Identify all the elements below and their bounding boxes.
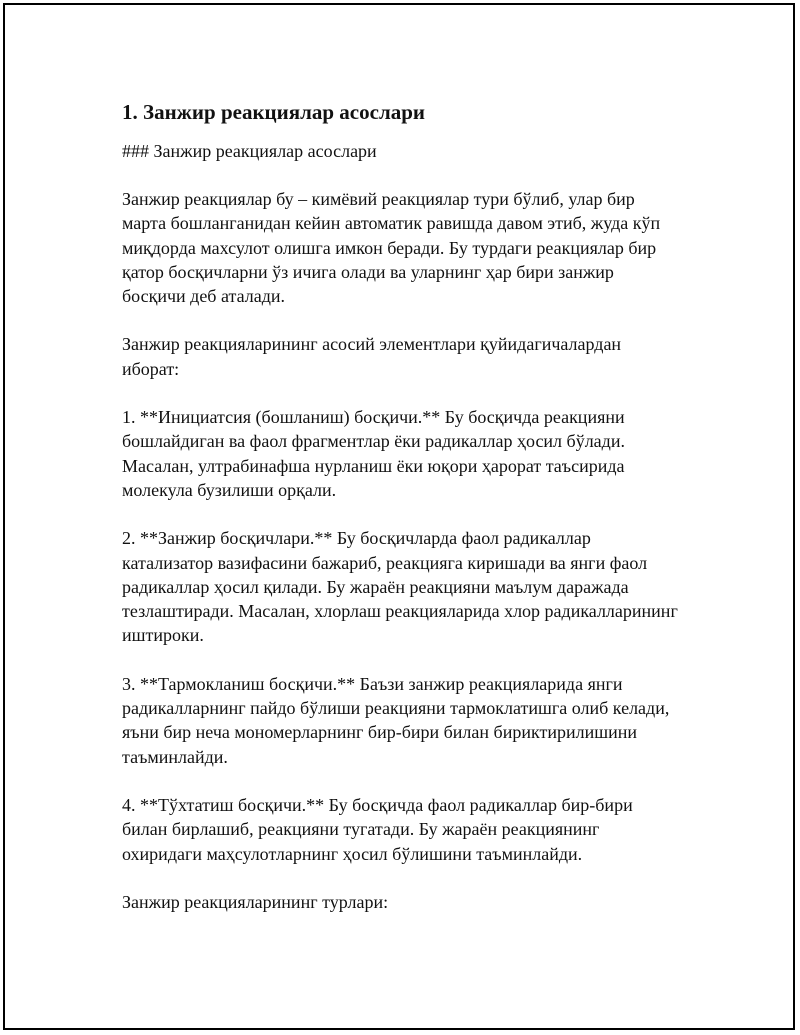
document-body [122,99,722,914]
list-item-initiation: 1. **Инициатсия (бошланиш) босқичи.** Бу босқичда реакцияни бошлайдиган ва фаол фрагментлар ёки радикаллар ҳосил бўлади. Масалан, ултрабинафша нурланиш ёки юқори ҳарорат таъсирида молекула бузилиши орқали. [122,407,625,500]
markdown-subheading: ### Занжир реакциялар асослари [122,141,377,161]
paragraph-elements-intro: Занжир реакцияларининг асосий элементлари қуйидагичалардан иборат: [122,334,622,379]
paragraph-intro: Занжир реакциялар бу – кимёвий реакциялар тури бўлиб, улар бир марта бошланганидан кейин автоматик равишда давом этиб, жуда кўп миқдорда махсулот олишга имкон беради. Бу турдаги реакциялар бир қатор босқичларни ўз ичига олади ва уларнинг ҳар бири занжир босқичи деб аталади. [122,189,661,307]
document-title: 1. Занжир реакциялар асослари [122,100,426,124]
list-item-branching: 3. **Тармокланиш босқичи.** Баъзи занжир реакцияларида янги радикалларнинг пайдо бўлиши реакцияни тармоклатишга олиб келади, яъни бир неча мономерларнинг бир-бири билан бириктирилишини таъминлайди. [122,673,670,767]
paragraph-types-heading: Занжир реакцияларининг турлари: [122,891,389,912]
document-page [3,3,795,1030]
list-item-termination: 4. **Тўхтатиш босқичи.** Бу босқичда фаол радикаллар бир-бири билан бирлашиб, реакцияни тугатади. Бу жараён реакциянинг охиридаги маҳсулотларнинг ҳосил бўлишини таъминлайди. [122,794,633,864]
list-item-chain-steps: 2. **Занжир босқичлари.** Бу босқичларда фаол радикаллар катализатор вазифасини бажариб, реакцияга киришади ва янги фаол радикаллар ҳосил қилади. Бу жараён реакцияни маълум даражада тезлаштиради. Масалан, хлорлаш реакцияларида хлор радикалларининг иштироки. [122,528,678,646]
